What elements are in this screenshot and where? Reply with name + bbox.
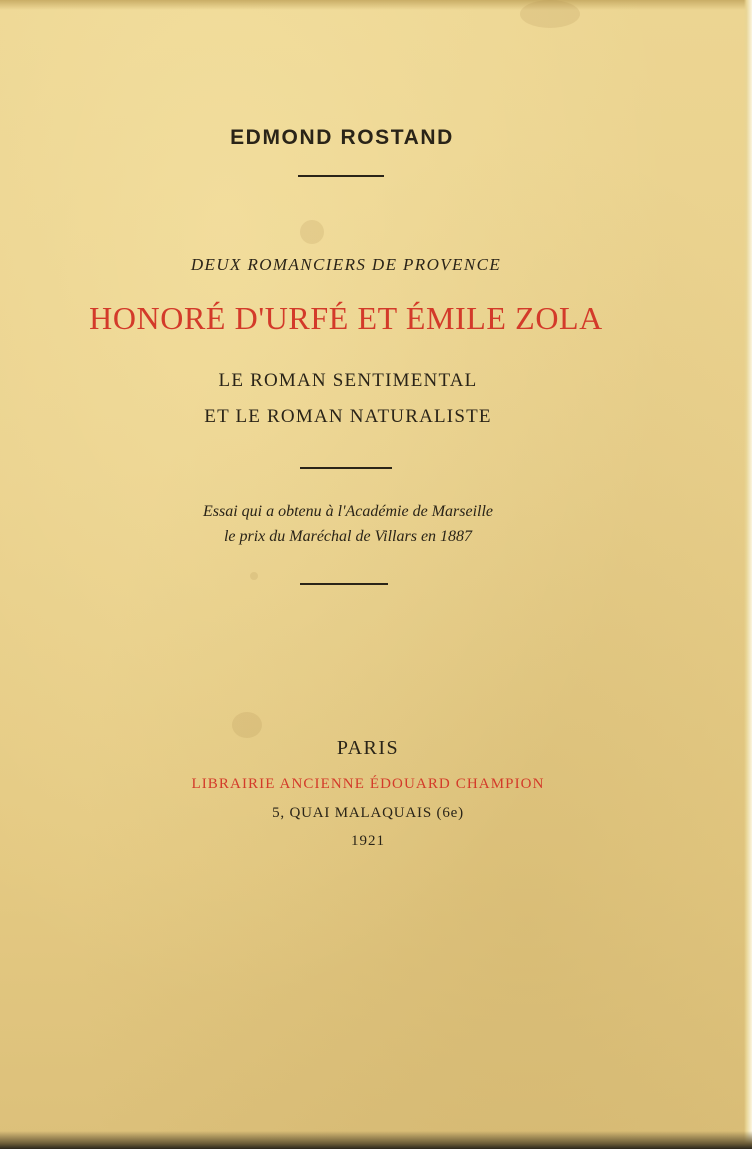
subtitle-line-1: LE ROMAN SENTIMENTAL: [218, 370, 478, 391]
divider-rule: [300, 467, 392, 469]
paper-stain: [250, 572, 258, 580]
paper-stain: [520, 0, 580, 28]
publication-city: PARIS: [336, 737, 400, 759]
cover-top-edge: [0, 0, 752, 10]
paper-stain: [232, 712, 262, 738]
paper-stain: [300, 220, 324, 244]
essay-note-line-1: Essai qui a obtenu à l'Académie de Marseille: [202, 503, 494, 520]
publisher-name: LIBRAIRIE ANCIENNE ÉDOUARD CHAMPION: [191, 776, 545, 792]
subtitle-line-2: ET LE ROMAN NATURALISTE: [204, 406, 492, 427]
divider-rule: [300, 583, 388, 585]
cover-right-edge: [744, 0, 752, 1149]
publisher-address: 5, QUAI MALAQUAIS (6e): [272, 805, 464, 821]
book-title: HONORÉ D'URFÉ ET ÉMILE ZOLA: [89, 300, 603, 336]
author-name: EDMOND ROSTAND: [230, 126, 454, 149]
publication-year: 1921: [351, 833, 385, 849]
cover-bottom-edge: [0, 1131, 752, 1149]
essay-note-line-2: le prix du Maréchal de Villars en 1887: [223, 528, 473, 545]
series-kicker: DEUX ROMANCIERS DE PROVENCE: [190, 255, 502, 274]
divider-rule: [298, 175, 384, 177]
